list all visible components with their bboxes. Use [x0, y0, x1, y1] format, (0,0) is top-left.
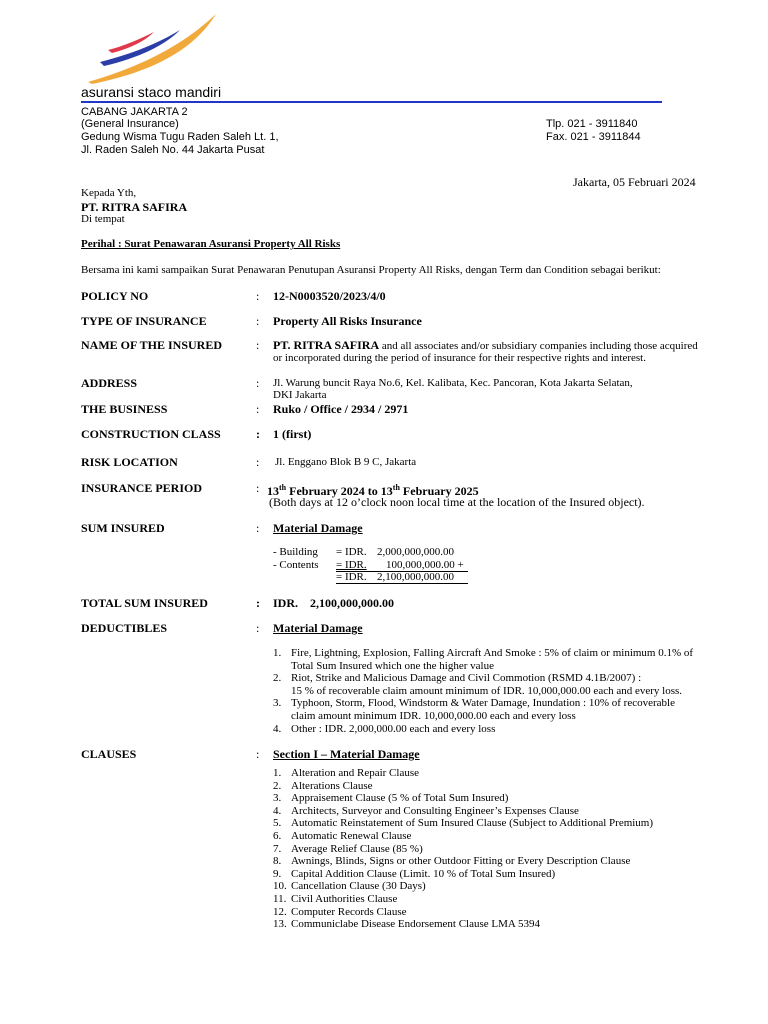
recipient: PT. RITRA SAFIRA [81, 200, 188, 214]
colon: : [256, 481, 260, 495]
address-value-line-1: Jl. Warung buncit Raya No.6, Kel. Kalibata, Kec. Pancoran, Kota Jakarta Selatan, [273, 377, 633, 389]
policy-no-label: POLICY NO [81, 289, 149, 303]
insured-name-line-2: or incorporated during the period of insurance for their respective rights and interest. [273, 352, 646, 364]
insurance-period-label: INSURANCE PERIOD [81, 481, 203, 495]
building-label: - Building [273, 546, 318, 558]
list-item: 4. Other : IDR. 2,000,000.00 each and every loss [273, 722, 496, 735]
sum-insured-heading: Material Damage [273, 521, 363, 535]
company-name: asuransi staco mandiri [81, 84, 222, 100]
contents-eq: = IDR. [336, 559, 367, 571]
clause-item: 13. Communiclabe Disease Endorsement Clause LMA 5394 [273, 918, 540, 931]
subject: Perihal : Surat Penawaran Asuransi Property All Risks [81, 238, 341, 250]
name-of-insured-label: NAME OF THE INSURED [81, 338, 223, 352]
address-value-line-2: DKI Jakarta [273, 389, 327, 401]
clause-item: 7. Average Relief Clause (85 %) [273, 842, 423, 855]
building-eq: = IDR. [336, 546, 367, 558]
contents-label: - Contents [273, 559, 319, 571]
type-of-insurance-label: TYPE OF INSURANCE [81, 314, 207, 328]
list-item: 1. Fire, Lightning, Explosion, Falling Aircraft And Smoke : 5% of claim or minimum 0.1% of Total Sum Insured which one the higher value [273, 647, 694, 672]
intro-text: Bersama ini kami sampaikan Surat Penawaran Penutupan Asuransi Property All Risks, dengan Term dan Condition sebagai berikut: [81, 264, 661, 276]
clause-item: 11. Civil Authorities Clause [273, 892, 398, 905]
insurance-type: (General Insurance) [81, 118, 179, 130]
type-of-insurance-value: Property All Risks Insurance [273, 314, 422, 328]
colon: : [256, 747, 260, 761]
salutation: Kepada Yth, [81, 187, 137, 199]
construction-class-label: CONSTRUCTION CLASS [81, 427, 221, 441]
address-label: ADDRESS [81, 376, 138, 390]
risk-location-value: Jl. Enggano Blok B 9 C, Jakarta [275, 456, 417, 468]
clauses-label: CLAUSES [81, 747, 137, 761]
construction-class-value: 1 (first) [273, 427, 312, 441]
name-of-insured-value [273, 338, 698, 353]
colon: : [256, 596, 260, 610]
colon: : [256, 289, 260, 303]
total-sum-insured-value: IDR. 2,100,000,000.00 [273, 596, 395, 610]
list-item: 2. Riot, Strike and Malicious Damage and Civil Commotion (RSMD 4.1B/2007) : 15 % of recoverable claim amount minimum of IDR. 10,000,000.00 each and every loss. [273, 672, 683, 697]
colon: : [256, 376, 260, 390]
phone: Tlp. 021 - 3911840 [546, 118, 638, 130]
insurance-period-note: (Both days at 12 o’clock noon local time at the location of the Insured object). [269, 495, 645, 509]
recipient-place: Di tempat [81, 213, 125, 225]
clause-item: 8. Awnings, Blinds, Signs or other Outdoor Fitting or Every Description Clause [273, 855, 631, 868]
total-sum-insured-label: TOTAL SUM INSURED [81, 596, 208, 610]
address-line-1: Gedung Wisma Tugu Raden Saleh Lt. 1, [81, 131, 279, 143]
period-end-day: 13 [380, 484, 393, 498]
colon: : [256, 427, 260, 441]
business-value: Ruko / Office / 2934 / 2971 [273, 402, 409, 416]
total-eq: = IDR. [336, 571, 367, 583]
deductibles-list [273, 647, 721, 735]
period-start-suffix: th [279, 483, 287, 492]
period-start-day: 13 [267, 484, 279, 498]
business-label: THE BUSINESS [81, 402, 168, 416]
deductibles-heading: Material Damage [273, 621, 363, 635]
clause-item: 3. Appraisement Clause (5 % of Total Sum Insured) [273, 792, 509, 805]
colon: : [256, 455, 260, 469]
list-item: 3. Typhoon, Storm, Flood, Windstorm & Water Damage, Inundation : 10% of recoverable claim amount minimum IDR. 10,000,000.00 each and every loss [273, 697, 675, 722]
header-rule [81, 101, 662, 103]
clause-item: 10. Cancellation Clause (30 Days) [273, 880, 426, 893]
clause-item: 6. Automatic Renewal Clause [273, 829, 412, 842]
total-amount: 2,100,000,000.00 [377, 571, 454, 583]
insured-name: PT. RITRA SAFIRA [273, 338, 380, 352]
clause-item: 12. Computer Records Clause [273, 905, 407, 918]
colon: : [256, 521, 260, 535]
clause-item: 5. Automatic Reinstatement of Sum Insured Clause (Subject to Additional Premium) [273, 817, 654, 830]
period-end-suffix: th [392, 483, 400, 492]
contents-amount: 100,000,000.00 + [386, 559, 464, 571]
clause-item: 4. Architects, Surveyor and Consulting Engineer’s Expenses Clause [273, 804, 579, 817]
address-line-2: Jl. Raden Saleh No. 44 Jakarta Pusat [81, 144, 265, 156]
total-underline [336, 583, 468, 584]
clause-item: 1. Alteration and Repair Clause [273, 767, 419, 779]
risk-location-label: RISK LOCATION [81, 455, 178, 469]
policy-no-value: 12-N0003520/2023/4/0 [273, 289, 386, 303]
clause-item: 2. Alterations Clause [273, 779, 373, 792]
company-logo [82, 10, 222, 86]
building-amount: 2,000,000,000.00 [377, 546, 454, 558]
colon: : [256, 402, 260, 416]
clauses-list [273, 767, 653, 931]
sum-insured-label: SUM INSURED [81, 521, 165, 535]
branch-name: CABANG JAKARTA 2 [81, 106, 188, 118]
colon: : [256, 314, 260, 328]
period-end-rest: February 2025 [399, 484, 479, 498]
letter-date: Jakarta, 05 Februari 2024 [573, 175, 696, 189]
clause-item: 9. Capital Addition Clause (Limit. 10 % of Total Sum Insured) [273, 867, 556, 880]
deductibles-label: DEDUCTIBLES [81, 621, 168, 635]
insured-name-rest: and all associates and/or subsidiary companies including those acquired [379, 340, 698, 352]
clauses-heading: Section I – Material Damage [273, 747, 420, 761]
fax: Fax. 021 - 3911844 [546, 131, 641, 143]
colon: : [256, 621, 260, 635]
colon: : [256, 338, 260, 352]
period-start-rest: February 2024 to [286, 484, 381, 498]
